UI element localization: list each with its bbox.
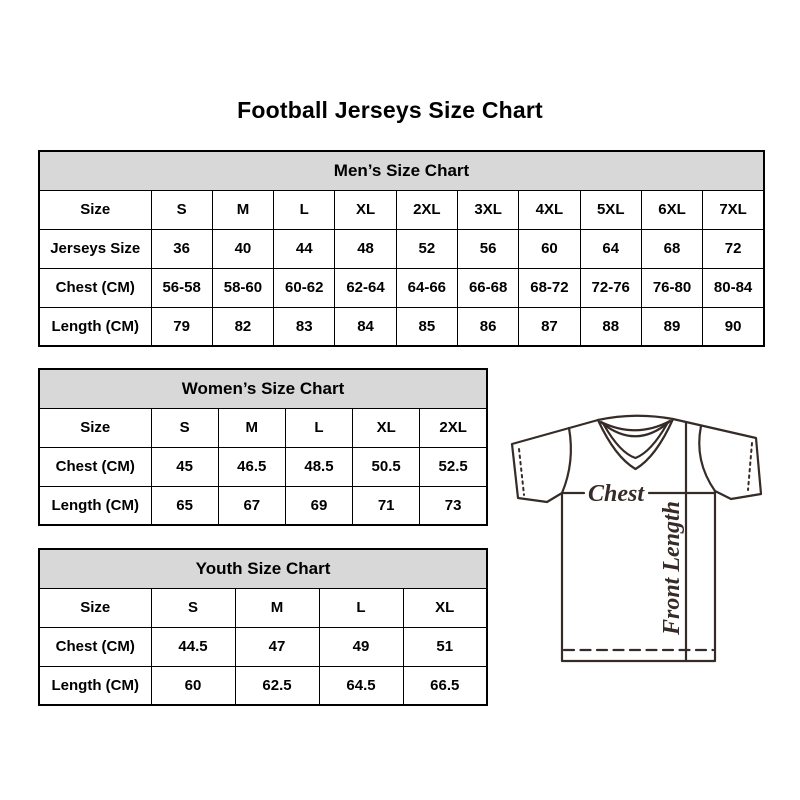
size-value-cell: 89 bbox=[641, 307, 702, 346]
size-value-cell: 68-72 bbox=[519, 268, 580, 307]
table-title: Youth Size Chart bbox=[39, 549, 487, 588]
size-value-cell: 7XL bbox=[703, 190, 764, 229]
size-value-cell: 65 bbox=[151, 486, 218, 525]
size-value-cell: 52.5 bbox=[420, 447, 487, 486]
page-title: Football Jerseys Size Chart bbox=[237, 97, 543, 123]
size-value-cell: 58-60 bbox=[212, 268, 273, 307]
size-value-cell: 87 bbox=[519, 307, 580, 346]
table-row bbox=[39, 588, 487, 627]
size-value-cell: 72-76 bbox=[580, 268, 641, 307]
size-value-cell: XL bbox=[335, 190, 396, 229]
size-value-cell: 68 bbox=[641, 229, 702, 268]
size-value-cell: 60 bbox=[151, 666, 235, 705]
size-value-cell: 69 bbox=[285, 486, 352, 525]
size-value-cell: 83 bbox=[274, 307, 335, 346]
size-value-cell: 45 bbox=[151, 447, 218, 486]
table-row bbox=[39, 268, 764, 307]
table-row bbox=[39, 666, 487, 705]
size-value-cell: M bbox=[235, 588, 319, 627]
size-value-cell: 85 bbox=[396, 307, 457, 346]
row-label: Jerseys Size bbox=[39, 229, 151, 268]
size-value-cell: 64.5 bbox=[319, 666, 403, 705]
size-value-cell: 66.5 bbox=[403, 666, 487, 705]
row-label: Chest (CM) bbox=[39, 268, 151, 307]
size-value-cell: XL bbox=[353, 408, 420, 447]
size-value-cell: 84 bbox=[335, 307, 396, 346]
size-value-cell: 3XL bbox=[457, 190, 518, 229]
mens-size-chart-section bbox=[38, 150, 765, 347]
size-value-cell: 62-64 bbox=[335, 268, 396, 307]
size-value-cell: 5XL bbox=[580, 190, 641, 229]
size-value-cell: 44.5 bbox=[151, 627, 235, 666]
table-title: Women’s Size Chart bbox=[39, 369, 487, 408]
table-header-row bbox=[39, 369, 487, 408]
size-value-cell: 56-58 bbox=[151, 268, 212, 307]
jersey-outline bbox=[512, 416, 761, 661]
size-value-cell: 64 bbox=[580, 229, 641, 268]
size-value-cell: 48.5 bbox=[285, 447, 352, 486]
size-value-cell: M bbox=[212, 190, 273, 229]
size-value-cell: 62.5 bbox=[235, 666, 319, 705]
row-label: Size bbox=[39, 408, 151, 447]
row-label: Size bbox=[39, 588, 151, 627]
youth-size-chart-section bbox=[38, 548, 488, 706]
table-title: Men’s Size Chart bbox=[39, 151, 764, 190]
row-label: Size bbox=[39, 190, 151, 229]
size-value-cell: S bbox=[151, 190, 212, 229]
size-value-cell: L bbox=[319, 588, 403, 627]
table-row bbox=[39, 229, 764, 268]
row-label: Chest (CM) bbox=[39, 627, 151, 666]
size-value-cell: XL bbox=[403, 588, 487, 627]
size-value-cell: 2XL bbox=[396, 190, 457, 229]
table-row bbox=[39, 627, 487, 666]
table-row bbox=[39, 307, 764, 346]
size-value-cell: 76-80 bbox=[641, 268, 702, 307]
size-value-cell: 71 bbox=[353, 486, 420, 525]
table-row bbox=[39, 447, 487, 486]
row-label: Length (CM) bbox=[39, 666, 151, 705]
size-value-cell: L bbox=[274, 190, 335, 229]
womens-size-table bbox=[38, 368, 488, 526]
size-value-cell: 49 bbox=[319, 627, 403, 666]
size-value-cell: 88 bbox=[580, 307, 641, 346]
size-value-cell: S bbox=[151, 408, 218, 447]
cuff-stitch-left bbox=[519, 449, 524, 495]
size-value-cell: 47 bbox=[235, 627, 319, 666]
size-value-cell: 60 bbox=[519, 229, 580, 268]
size-value-cell: 48 bbox=[335, 229, 396, 268]
size-value-cell: 67 bbox=[218, 486, 285, 525]
front-length-label: Front Length bbox=[659, 500, 685, 636]
size-value-cell: 46.5 bbox=[218, 447, 285, 486]
size-value-cell: 44 bbox=[274, 229, 335, 268]
jersey-measurement-diagram bbox=[505, 398, 775, 685]
table-row bbox=[39, 486, 487, 525]
table-header-row bbox=[39, 549, 487, 588]
row-label: Chest (CM) bbox=[39, 447, 151, 486]
armhole-left-seam bbox=[562, 428, 571, 493]
size-value-cell: 40 bbox=[212, 229, 273, 268]
size-value-cell: 73 bbox=[420, 486, 487, 525]
size-value-cell: 80-84 bbox=[703, 268, 764, 307]
size-value-cell: 2XL bbox=[420, 408, 487, 447]
size-value-cell: 50.5 bbox=[353, 447, 420, 486]
size-value-cell: S bbox=[151, 588, 235, 627]
size-value-cell: 72 bbox=[703, 229, 764, 268]
womens-size-chart-section bbox=[38, 368, 488, 526]
table-row bbox=[39, 408, 487, 447]
size-value-cell: 86 bbox=[457, 307, 518, 346]
row-label: Length (CM) bbox=[39, 486, 151, 525]
armhole-right-seam bbox=[699, 426, 715, 491]
table-row bbox=[39, 190, 764, 229]
size-value-cell: 6XL bbox=[641, 190, 702, 229]
row-label: Length (CM) bbox=[39, 307, 151, 346]
size-value-cell: 66-68 bbox=[457, 268, 518, 307]
size-value-cell: 36 bbox=[151, 229, 212, 268]
chest-label: Chest bbox=[587, 481, 645, 507]
size-value-cell: 60-62 bbox=[274, 268, 335, 307]
size-value-cell: 4XL bbox=[519, 190, 580, 229]
size-value-cell: 51 bbox=[403, 627, 487, 666]
mens-size-table bbox=[38, 150, 765, 347]
collar-back-arc-2 bbox=[602, 422, 669, 436]
size-value-cell: 56 bbox=[457, 229, 518, 268]
size-value-cell: L bbox=[285, 408, 352, 447]
size-value-cell: 90 bbox=[703, 307, 764, 346]
size-value-cell: 52 bbox=[396, 229, 457, 268]
size-value-cell: 82 bbox=[212, 307, 273, 346]
cuff-stitch-right bbox=[748, 443, 752, 490]
table-header-row bbox=[39, 151, 764, 190]
size-value-cell: 64-66 bbox=[396, 268, 457, 307]
size-value-cell: M bbox=[218, 408, 285, 447]
youth-size-table bbox=[38, 548, 488, 706]
size-value-cell: 79 bbox=[151, 307, 212, 346]
